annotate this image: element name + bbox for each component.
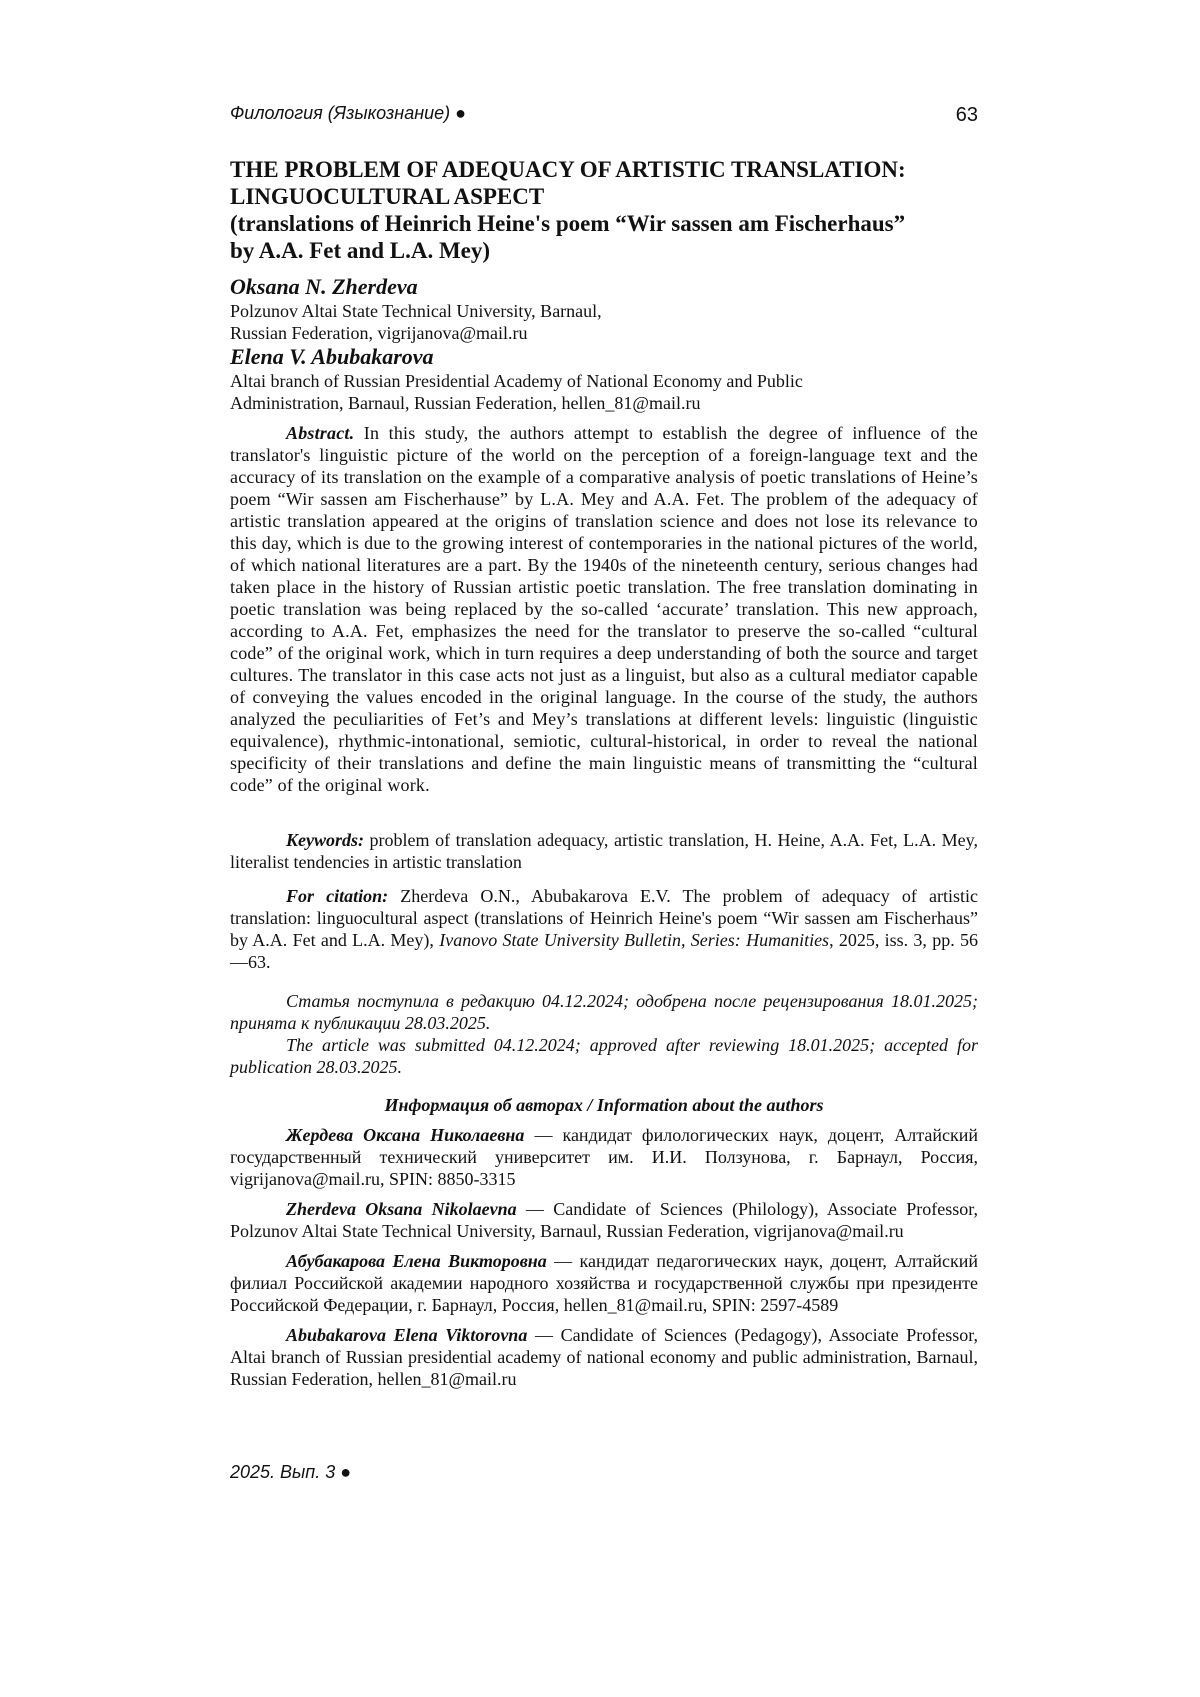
authors-info-heading: Информация об авторах / Information about the authors <box>230 1095 978 1116</box>
citation-text: Zherdeva O.N., Abubakarova E.V. The problem of adequacy of artistic translation: linguocultural aspect (translations of Heinrich Heine's poem “Wir sassen am Fischerhaus” by A.A. Fet and L.A. Mey), <box>230 886 978 950</box>
title-line: LINGUOCULTURAL ASPECT <box>230 183 978 210</box>
author-affiliation: Altai branch of Russian Presidential Academy of National Economy and Public <box>230 370 978 392</box>
dates-en: The article was submitted 04.12.2024; approved after reviewing 18.01.2025; accepted for publication 28.03.2025. <box>230 1034 978 1078</box>
abstract <box>230 422 978 796</box>
submission-dates <box>230 990 978 1078</box>
author-name: Elena V. Abubakarova <box>230 344 978 370</box>
author-affiliation: Russian Federation, vigrijanova@mail.ru <box>230 322 978 344</box>
authors-info <box>230 1124 978 1398</box>
author-info-text: — кандидат педагогических наук, доцент, Алтайский филиал Российской академии народного хозяйства и государственной службы при президенте Российской Федерации, г. Барнаул, Россия, hellen_81@mail.ru, SPIN: 2597-4589 <box>230 1251 978 1315</box>
author-info-text: — Candidate of Sciences (Pedagogy), Associate Professor, Altai branch of Russian presidential academy of national economy and public administration, Barnaul, Russian Federation, hellen_81@mail.ru <box>230 1325 978 1389</box>
author-info-text: — кандидат филологических наук, доцент, Алтайский государственный технический университет им. И.И. Ползунова, г. Барнаул, Россия, vigrijanova@mail.ru, SPIN: 8850-3315 <box>230 1125 978 1189</box>
running-head: Филология (Языкознание) ● <box>230 103 978 124</box>
article-title <box>230 156 978 264</box>
citation-details: , 2025, iss. 3, pp. 56—63. <box>230 930 978 972</box>
author-info-entry <box>230 1324 978 1390</box>
author-affiliation: Polzunov Altai State Technical University, Barnaul, <box>230 300 978 322</box>
abstract-label: Abstract. <box>286 423 354 443</box>
author-info-name: Жердева Оксана Николаевна <box>286 1125 524 1145</box>
author-list <box>230 274 978 414</box>
keywords-text: problem of translation adequacy, artistic translation, H. Heine, A.A. Fet, L.A. Mey, literalist tendencies in artistic translation <box>230 830 978 872</box>
dates-ru: Статья поступила в редакцию 04.12.2024; одобрена после рецензирования 18.01.2025; принята к публикации 28.03.2025. <box>230 990 978 1034</box>
author-name: Oksana N. Zherdeva <box>230 274 978 300</box>
keywords-label: Keywords: <box>286 830 364 850</box>
author-info-entry <box>230 1124 978 1190</box>
author-info-entry <box>230 1250 978 1316</box>
author-affiliation: Administration, Barnaul, Russian Federation, hellen_81@mail.ru <box>230 392 978 414</box>
author-info-name: Zherdeva Oksana Nikolaevna <box>286 1199 517 1219</box>
title-line: THE PROBLEM OF ADEQUACY OF ARTISTIC TRANSLATION: <box>230 156 978 183</box>
page-number: 63 <box>956 104 978 127</box>
citation-label: For citation: <box>286 886 388 906</box>
citation-journal: Ivanovo State University Bulletin, Series: Humanities <box>439 930 829 950</box>
author-info-entry <box>230 1198 978 1242</box>
subtitle-line: (translations of Heinrich Heine's poem “Wir sassen am Fischerhaus” <box>230 210 978 237</box>
citation <box>230 885 978 973</box>
author-info-text: — Candidate of Sciences (Philology), Associate Professor, Polzunov Altai State Technical University, Barnaul, Russian Federation, vigrijanova@mail.ru <box>230 1199 978 1241</box>
author-info-name: Абубакарова Елена Викторовна <box>286 1251 547 1271</box>
abstract-text: In this study, the authors attempt to establish the degree of influence of the translator's linguistic picture of the world on the perception of a foreign-language text and the accuracy of its translation on the example of a comparative analysis of poetic translations of Heine’s poem “Wir sassen am Fischerhause” by L.A. Mey and A.A. Fet. The problem of the adequacy of artistic translation appeared at the origins of translation science and does not lose its relevance to this day, which is due to the growing interest of contemporaries in the national pictures of the world, of which national literatures are a part. By the 1940s of the nineteenth century, serious changes had taken place in the history of Russian artistic poetic translation. The free translation dominating in poetic translation was being replaced by the so-called ‘accurate’ translation. This new approach, according to A.A. Fet, emphasizes the need for the translator to preserve the so-called “cultural code” of the original work, which in turn requires a deep understanding of both the source and target cultures. The translator in this case acts not just as a linguist, but also as a cultural mediator capable of conveying the values encoded in the original language. In the course of the study, the authors analyzed the peculiarities of Fet’s and Mey’s translations at different levels: linguistic (linguistic equivalence), rhythmic-intonational, semiotic, cultural-historical, in order to reveal the national specificity of their translations and define the main linguistic means of transmitting the “cultural code” of the original work. <box>230 423 978 795</box>
subtitle-line: by A.A. Fet and L.A. Mey) <box>230 237 978 264</box>
keywords <box>230 829 978 873</box>
page-footer: 2025. Вып. 3 ● <box>230 1462 351 1483</box>
author-info-name: Abubakarova Elena Viktorovna <box>286 1325 527 1345</box>
